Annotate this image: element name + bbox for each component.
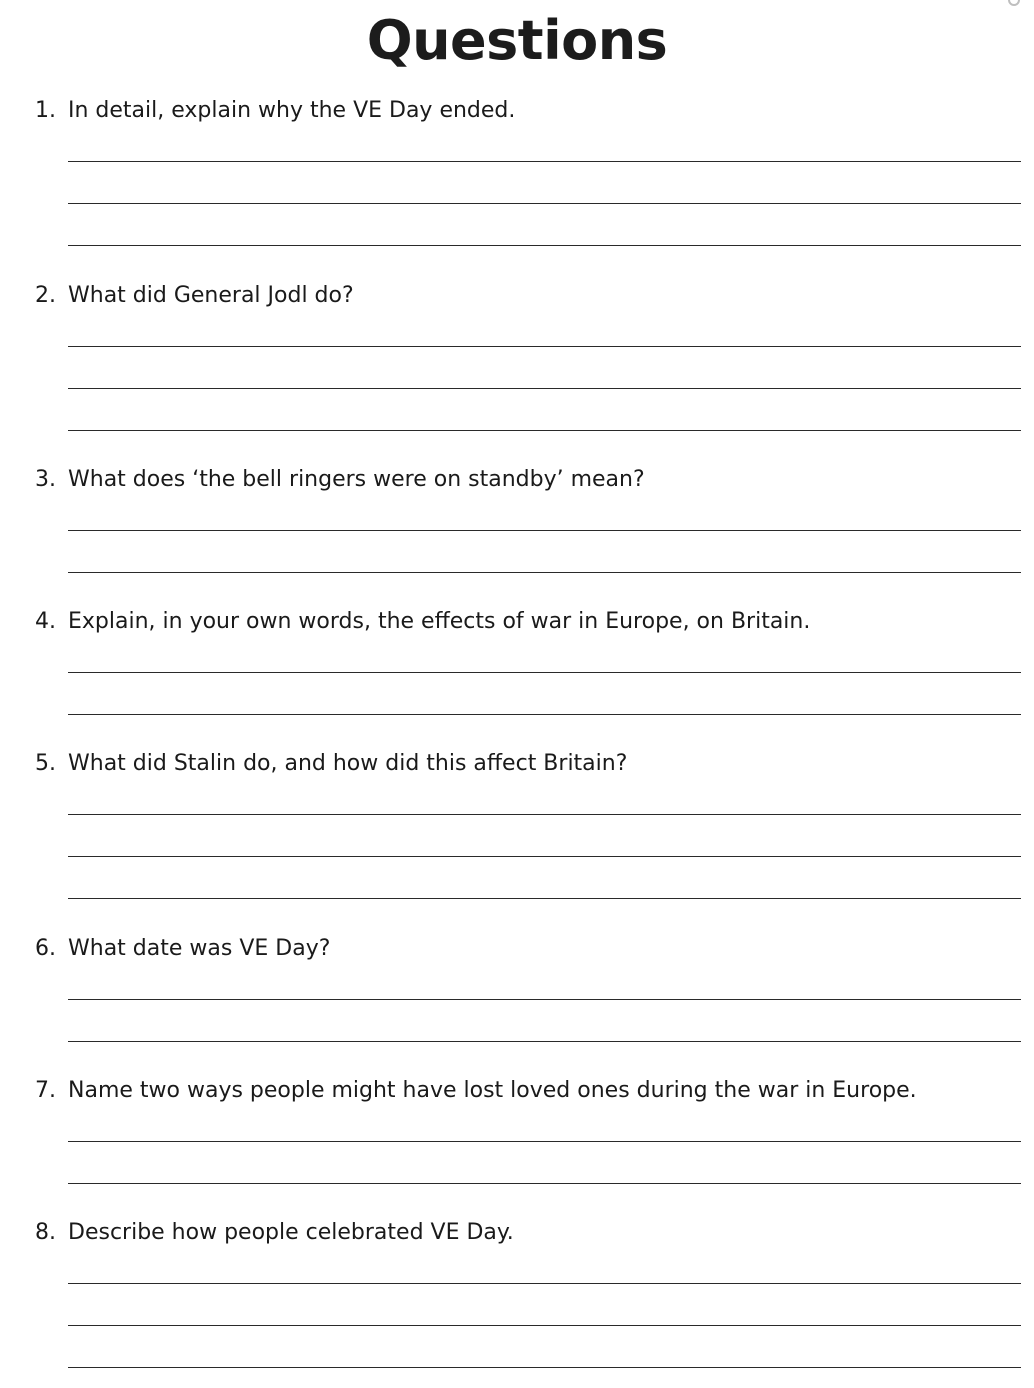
answer-line[interactable]: [68, 572, 1021, 573]
answer-line[interactable]: [68, 1325, 1021, 1326]
answer-line[interactable]: [68, 856, 1021, 857]
question-text: What date was VE Day?: [68, 936, 331, 961]
answer-line[interactable]: [68, 814, 1021, 815]
answer-line[interactable]: [68, 346, 1021, 347]
answer-line[interactable]: [68, 898, 1021, 899]
question-text: In detail, explain why the VE Day ended.: [68, 98, 516, 123]
question-text: Explain, in your own words, the effects of war in Europe, on Britain.: [68, 609, 811, 634]
answer-line[interactable]: [68, 203, 1021, 204]
answer-line[interactable]: [68, 161, 1021, 162]
question-number: 5.: [35, 751, 56, 776]
answer-line[interactable]: [68, 388, 1021, 389]
question-number: 1.: [35, 98, 56, 123]
answer-line[interactable]: [68, 672, 1021, 673]
answer-line[interactable]: [68, 1367, 1021, 1368]
question-number: 4.: [35, 609, 56, 634]
question-text: Describe how people celebrated VE Day.: [68, 1220, 514, 1245]
question-number: 3.: [35, 467, 56, 492]
answer-line[interactable]: [68, 430, 1021, 431]
answer-line[interactable]: [68, 530, 1021, 531]
question-number: 6.: [35, 936, 56, 961]
question-text: What does ‘the bell ringers were on standby’ mean?: [68, 467, 645, 492]
question-number: 8.: [35, 1220, 56, 1245]
question-text: Name two ways people might have lost loved ones during the war in Europe.: [68, 1078, 917, 1103]
question-number: 2.: [35, 283, 56, 308]
question-text: What did Stalin do, and how did this affect Britain?: [68, 751, 628, 776]
answer-line[interactable]: [68, 1041, 1021, 1042]
answer-line[interactable]: [68, 714, 1021, 715]
answer-line[interactable]: [68, 1183, 1021, 1184]
page-title: Questions: [366, 9, 668, 72]
question-number: 7.: [35, 1078, 56, 1103]
answer-line[interactable]: [68, 1283, 1021, 1284]
answer-line[interactable]: [68, 245, 1021, 246]
question-text: What did General Jodl do?: [68, 283, 354, 308]
corner-decoration: [1008, 0, 1020, 6]
answer-line[interactable]: [68, 999, 1021, 1000]
answer-line[interactable]: [68, 1141, 1021, 1142]
